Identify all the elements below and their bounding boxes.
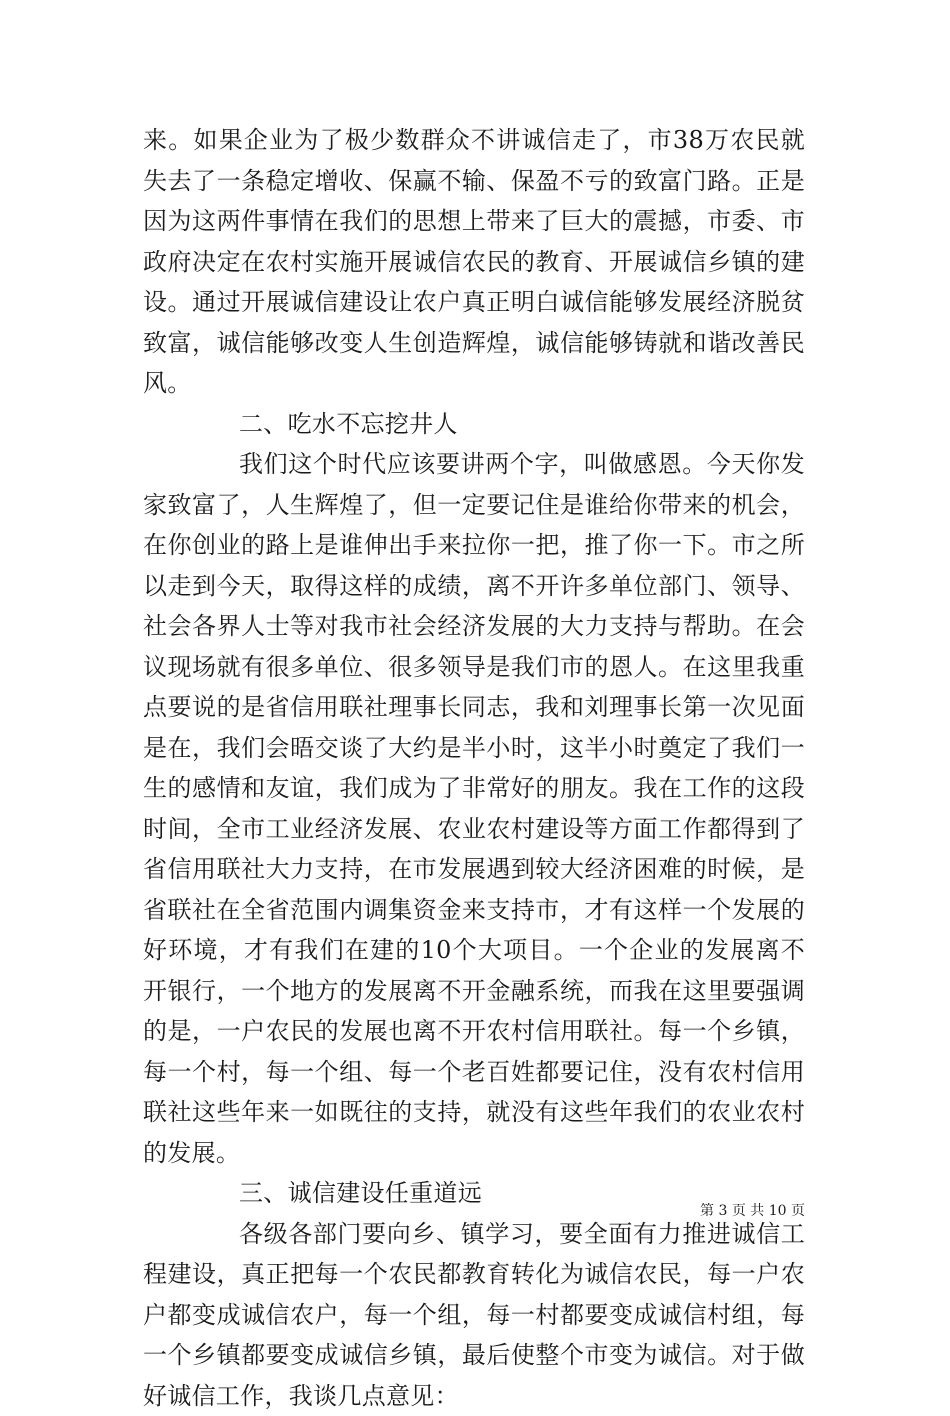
document-body bbox=[143, 120, 805, 1416]
page-number-footer: 第 3 页 共 10 页 bbox=[700, 1200, 805, 1220]
paragraph-continuation: 来。如果企业为了极少数群众不讲诚信走了，市38万农民就失去了一条稳定增收、保赢不输、保盈不亏的致富门路。正是因为这两件事情在我们的思想上带来了巨大的震撼，市委、市政府决定在农村实施开展诚信农民的教育、开展诚信乡镇的建设。通过开展诚信建设让农户真正明白诚信能够发展经济脱贫致富，诚信能够改变人生创造辉煌，诚信能够铸就和谐改善民风。 bbox=[143, 120, 805, 404]
section-heading-3: 三、诚信建设任重道远 bbox=[143, 1173, 805, 1214]
paragraph-integrity: 各级各部门要向乡、镇学习，要全面有力推进诚信工程建设，真正把每一个农民都教育转化为诚信农民，每一户农户都变成诚信农户，每一个组，每一村都要变成诚信村组，每一个乡镇都要变成诚信乡镇，最后使整个市变为诚信。对于做好诚信工作，我谈几点意见： bbox=[143, 1214, 805, 1416]
paragraph-gratitude: 我们这个时代应该要讲两个字，叫做感恩。今天你发家致富了，人生辉煌了，但一定要记住是谁给你带来的机会，在你创业的路上是谁伸出手来拉你一把，推了你一下。市之所以走到今天，取得这样的成绩，离不开许多单位部门、领导、社会各界人士等对我市社会经济发展的大力支持与帮助。在会议现场就有很多单位、很多领导是我们市的恩人。在这里我重点要说的是省信用联社理事长同志，我和刘理事长第一次见面是在，我们会晤交谈了大约是半小时，这半小时奠定了我们一生的感情和友谊，我们成为了非常好的朋友。我在工作的这段时间，全市工业经济发展、农业农村建设等方面工作都得到了省信用联社大力支持，在市发展遇到较大经济困难的时候，是省联社在全省范围内调集资金来支持市，才有这样一个发展的好环境，才有我们在建的10个大项目。一个企业的发展离不开银行，一个地方的发展离不开金融系统，而我在这里要强调的是，一户农民的发展也离不开农村信用联社。每一个乡镇，每一个村，每一个组、每一个老百姓都要记住，没有农村信用联社这些年来一如既往的支持，就没有这些年我们的农业农村的发展。 bbox=[143, 444, 805, 1173]
section-heading-2: 二、吃水不忘挖井人 bbox=[143, 404, 805, 445]
